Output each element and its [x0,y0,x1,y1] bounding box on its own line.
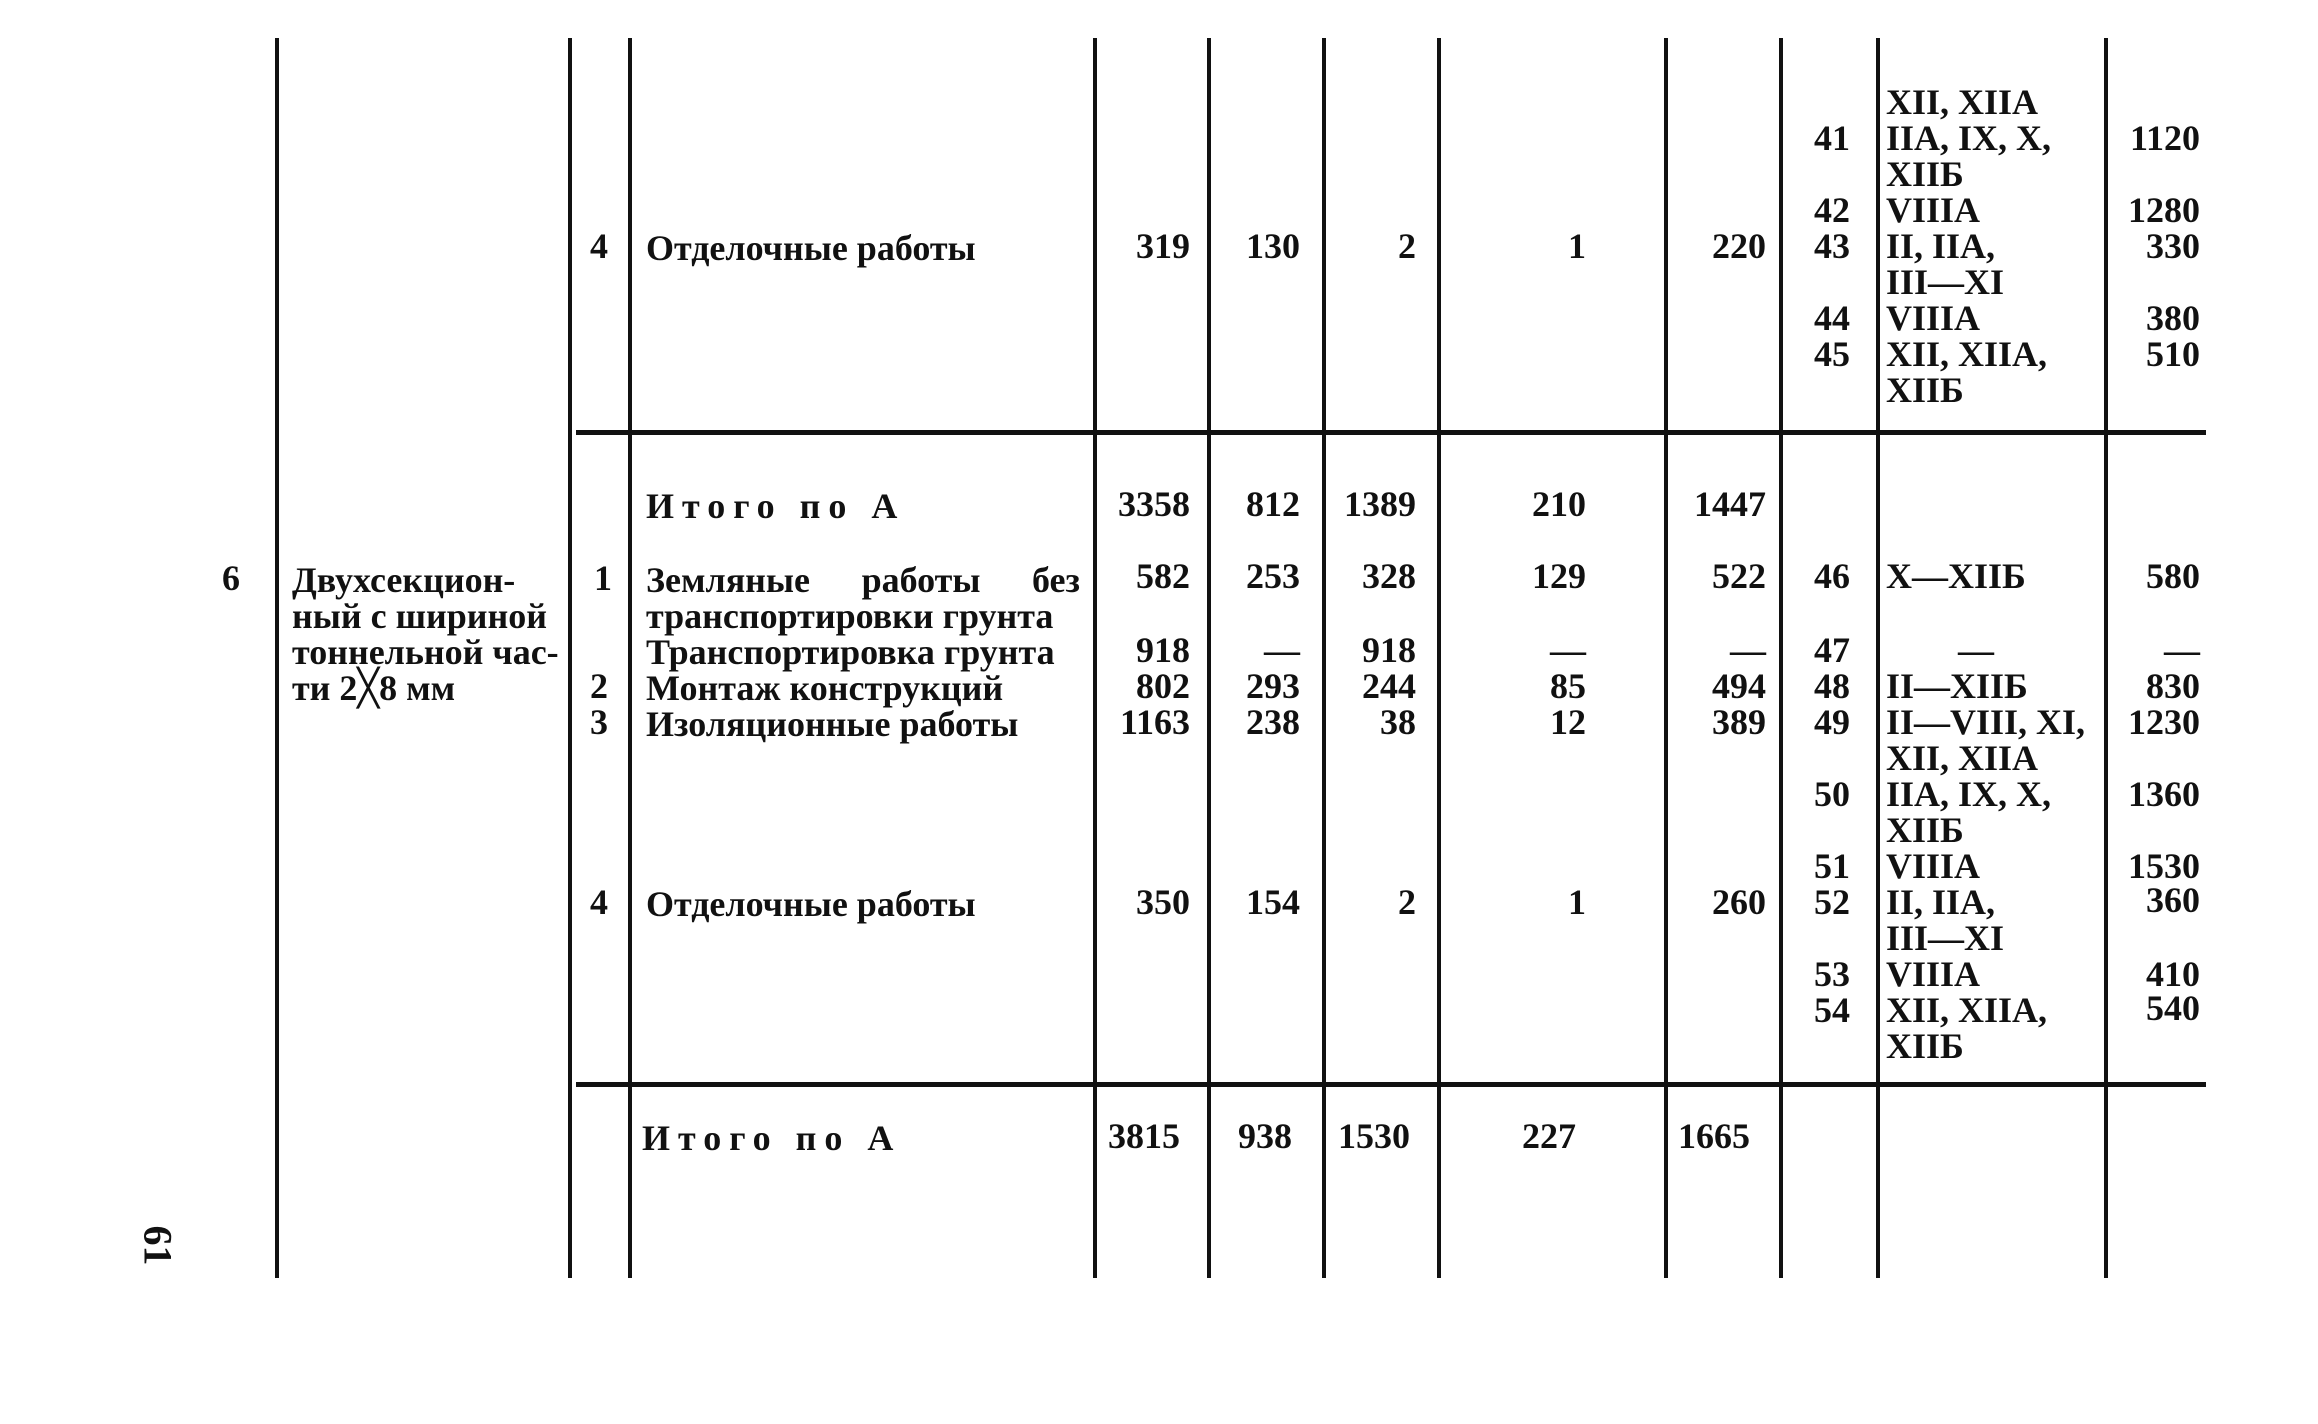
page-number: 61 [135,1225,181,1266]
row-name: Транспортировка грунта [646,632,1055,672]
cell-c3: 1530 [1338,1116,1410,1156]
sub-zone: X—XIIБ [1886,556,2026,596]
sub-value: 380 [2146,298,2200,338]
cell-c2: 253 [1246,556,1300,596]
cell-c3: 1389 [1344,484,1416,524]
cell-c4: 129 [1532,556,1586,596]
sub-zone: II—XIIБ [1886,666,2028,706]
sub-zone: II—VIII, XI, [1886,702,2086,742]
row-name-word: работы [861,560,981,600]
sub-value: — [2164,630,2200,670]
row-name: Отделочные работы [646,228,976,268]
row-name-cont: транспортировки грунта [646,596,1054,636]
sub-value: 1360 [2128,774,2200,814]
sub-k: 52 [1814,882,1850,922]
sub-zone: VIIIA [1886,954,1981,994]
sub-k: 46 [1814,556,1850,596]
cell-c2: 293 [1246,666,1300,706]
sub-k: 45 [1814,334,1850,374]
total-label: Итого по А [642,1118,902,1158]
cell-c2: 130 [1246,226,1300,266]
cell-c1: 1163 [1119,702,1190,742]
cell-c5: — [1730,630,1766,670]
cell-c2: 812 [1246,484,1300,524]
sub-zone: III—XI [1886,262,2005,302]
cell-c4: — [1550,630,1586,670]
cell-c4: 210 [1532,484,1586,524]
cell-c1: 350 [1136,882,1190,922]
cell-c1: 918 [1136,630,1190,670]
cell-c4: 12 [1550,702,1586,742]
sub-k: 43 [1814,226,1850,266]
row-name: Монтаж конструкций [646,668,1004,708]
sub-value: 330 [2146,226,2200,266]
cell-c2: 938 [1238,1116,1292,1156]
row-number: 3 [590,702,608,742]
sub-k: 49 [1814,702,1850,742]
sub-zone: XIIБ [1886,154,1964,194]
cell-c2: 238 [1246,702,1300,742]
sub-zone: IIA, IX, X, [1886,118,2052,158]
sub-value: 830 [2146,666,2200,706]
sub-zone: VIIIA [1886,846,1981,886]
sub-value: 1230 [2128,702,2200,742]
col-rule [1876,38,1880,1278]
sub-zone: II, IIA, [1886,882,1996,922]
total-label: Итого по А [646,486,906,526]
row-name: Изоляционные работы [646,704,1019,744]
sub-zone: III—XI [1886,918,2005,958]
row-number: 4 [590,882,608,922]
sub-value: 1120 [2129,118,2200,158]
cell-c3: 38 [1380,702,1416,742]
section-name-line: тоннельной час- [292,632,559,672]
cell-c5: 1665 [1678,1116,1750,1156]
sub-zone: VIIIA [1886,298,1981,338]
cell-c1: 319 [1136,226,1190,266]
cell-c1: 582 [1136,556,1190,596]
sub-k: 50 [1814,774,1850,814]
cell-c1: 802 [1136,666,1190,706]
section-name-line: ти 2╳8 мм [292,668,456,708]
col-rule [568,38,572,1278]
cell-c4: 85 [1550,666,1586,706]
col-rule [275,38,279,1278]
col-rule [1437,38,1441,1278]
row-name: Отделочные работы [646,884,976,924]
cell-c3: 244 [1362,666,1416,706]
cell-c4: 1 [1568,226,1586,266]
cell-c3: 2 [1398,882,1416,922]
cell-c3: 328 [1362,556,1416,596]
sub-value: 1280 [2128,190,2200,230]
cell-c5: 522 [1712,556,1766,596]
cell-c4: 227 [1522,1116,1576,1156]
cell-c3: 2 [1398,226,1416,266]
row-number: 1 [594,558,612,598]
sub-zone: XII, XIIA, [1886,990,2048,1030]
sub-k: 51 [1814,846,1850,886]
sub-k: 44 [1814,298,1850,338]
sub-zone: — [1958,630,1994,670]
sub-zone: XIIБ [1886,810,1964,850]
sub-k: 54 [1814,990,1850,1030]
sub-zone: IIA, IX, X, [1886,774,2052,814]
row-rule [576,1082,2206,1087]
cell-c3: 918 [1362,630,1416,670]
sub-zone: XII, XIIA [1886,82,2039,122]
cell-c5: 260 [1712,882,1766,922]
sub-k: 53 [1814,954,1850,994]
section-name-line: Двухсекцион- [292,560,516,600]
sub-k: 48 [1814,666,1850,706]
row-rule [576,430,2206,435]
sub-k: 42 [1814,190,1850,230]
cell-c2: 154 [1246,882,1300,922]
sub-zone: XIIБ [1886,370,1964,410]
cell-c5: 389 [1712,702,1766,742]
sub-k: 41 [1814,118,1850,158]
cell-c5: 1447 [1694,484,1766,524]
row-number: 4 [590,226,608,266]
sub-value: 510 [2146,334,2200,374]
sub-k: 47 [1814,630,1850,670]
sub-zone: VIIIA [1886,190,1981,230]
col-rule [628,38,632,1278]
sub-zone: XII, XIIA, [1886,334,2048,374]
sub-zone: XII, XIIA [1886,738,2039,778]
sub-value: 580 [2146,556,2200,596]
sub-value: 360 [2146,880,2200,920]
cell-c2: — [1264,630,1300,670]
row-name-word: без [1032,560,1080,600]
row-number: 2 [590,666,608,706]
sub-value: 540 [2146,988,2200,1028]
section-name-line: ный с шириной [292,596,547,636]
cell-c4: 1 [1568,882,1586,922]
cell-c1: 3358 [1118,484,1190,524]
row-name-word: Земляные [646,560,811,600]
cell-c5: 494 [1712,666,1766,706]
sub-value: 410 [2146,954,2200,994]
sub-value: 1530 [2128,846,2200,886]
section-number: 6 [222,558,240,598]
sub-zone: II, IIA, [1886,226,1996,266]
row-name [646,562,1080,598]
sub-zone: XIIБ [1886,1026,1964,1066]
cell-c5: 220 [1712,226,1766,266]
cell-c1: 3815 [1108,1116,1180,1156]
